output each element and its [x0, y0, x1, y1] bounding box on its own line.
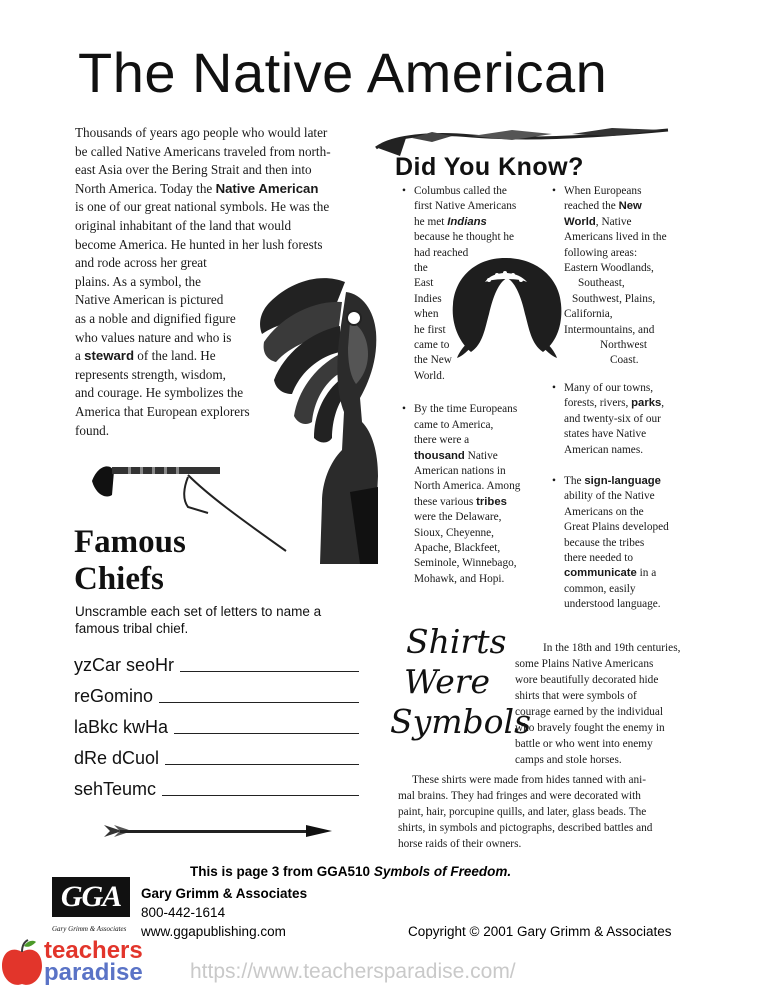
fact-line: the: [414, 262, 428, 275]
page-title: The Native American: [78, 41, 608, 104]
intro-line: plains. As a symbol, the: [75, 273, 202, 289]
page-source-note: [190, 864, 511, 879]
logo-subtitle: Gary Grimm & Associates: [52, 925, 127, 933]
phone-number: 800-442-1614: [141, 905, 226, 920]
body-line: mal brains. They had fringes and were decorated with: [398, 790, 641, 802]
body-line: camps and stole horses.: [515, 754, 622, 766]
intro-line: is one of our great national symbols. He was the: [75, 199, 330, 215]
bold-indians: Indians: [447, 215, 487, 228]
apple-icon: [0, 938, 44, 988]
bold-tribes: tribes: [476, 495, 507, 508]
fact-line: following areas:: [564, 246, 638, 259]
intro-line: America that European explorers: [75, 403, 250, 419]
bold-world: World: [564, 215, 596, 228]
intro-line: original inhabitant of the land that would: [75, 217, 292, 233]
unscramble-instructions: Unscramble each set of letters to name a famous tribal chief.: [75, 604, 322, 636]
watermark-url: https://www.teachersparadise.com/: [190, 960, 516, 983]
fact-line: California,: [564, 308, 613, 321]
body-line: some Plains Native Americans: [515, 658, 654, 670]
fact-text: The: [564, 474, 585, 487]
fact-line: there were a: [414, 434, 470, 447]
fact-thousand-nations: [402, 402, 542, 587]
company-name: Gary Grimm & Associates: [141, 886, 308, 901]
arrow-illustration: [100, 821, 335, 841]
fact-line: he first: [414, 323, 446, 336]
fact-line: and twenty-six of our: [564, 412, 661, 425]
body-line: who bravely fought the enemy in: [515, 722, 665, 734]
scrambled-name: reGomino: [74, 686, 154, 706]
fact-line: Indies: [414, 292, 442, 305]
intro-text: a: [75, 348, 85, 364]
fact-line: [564, 474, 692, 489]
did-you-know-heading: Did You Know?: [395, 153, 584, 181]
intro-line: represents strength, wisdom,: [75, 366, 226, 382]
fact-text: in a: [636, 567, 657, 580]
chief-item: [74, 743, 359, 769]
famous-chiefs-heading: [74, 524, 186, 598]
fact-line: the New: [414, 354, 452, 367]
fact-line: first Native Americans: [414, 200, 517, 213]
fact-text: , Native: [595, 215, 632, 228]
fact-line: • Many of our towns,: [564, 381, 654, 394]
fact-new-world: [552, 184, 692, 369]
fact-line: came to: [414, 339, 450, 352]
body-line: battle or who went into enemy: [515, 738, 653, 750]
brand-line-paradise: paradise: [44, 959, 143, 986]
scrambled-name: yzCar seoHr: [74, 655, 175, 675]
answer-line[interactable]: [165, 764, 359, 765]
intro-line: Thousands of years ago people who would later: [75, 125, 328, 140]
bold-thousand: thousand: [414, 449, 465, 462]
fact-line: American names.: [564, 443, 644, 456]
bold-steward: steward: [84, 348, 134, 364]
bold-sign-language: sign-language: [584, 474, 661, 487]
fact-line: [564, 199, 692, 214]
fact-sign-language: [552, 474, 692, 613]
chief-item: [74, 650, 359, 676]
fact-line: ability of the Native: [564, 490, 655, 503]
bold-parks: parks: [631, 397, 662, 410]
brand-line-teachers: teachers: [44, 937, 143, 964]
fact-line: Seminole, Winnebago,: [414, 557, 517, 570]
source-title: Symbols of Freedom.: [373, 864, 512, 879]
shirts-were-symbols-heading: [390, 622, 532, 742]
fact-line: because the tribes: [564, 536, 645, 549]
fact-line: • Columbus called the: [414, 185, 507, 197]
fact-line: had reached: [414, 246, 469, 259]
body-line: courage earned by the individual: [515, 706, 664, 718]
intro-line: and rode across her great: [75, 255, 207, 271]
body-line: In the 18th and 19th centuries,: [543, 642, 681, 654]
fact-line: Intermountains, and: [564, 323, 655, 336]
body-line: paint, hair, porcupine quills, and later, glass beads. The: [398, 806, 647, 818]
fact-text: these various: [414, 495, 477, 508]
fact-line: Eastern Woodlands,: [564, 262, 654, 275]
intro-line: be called Native Americans traveled from north-: [75, 143, 331, 159]
heading-line: Were: [404, 662, 491, 701]
did-you-know-right-column: [552, 184, 692, 613]
intro-text: of the land. He: [134, 348, 216, 364]
bold-native-american: Native American: [215, 180, 319, 196]
answer-line[interactable]: [162, 795, 359, 796]
scrambled-name: sehTeumc: [74, 779, 157, 799]
fact-line: [414, 449, 542, 464]
fact-line: understood language.: [564, 598, 661, 611]
fact-text: he met: [414, 215, 448, 228]
fact-text: forests, rivers,: [564, 397, 632, 410]
fact-line: Apache, Blackfeet,: [414, 541, 501, 554]
bold-new: New: [618, 200, 642, 213]
fact-line: there needed to: [564, 551, 634, 564]
intro-line: become America. He hunted in her lush forests: [75, 236, 323, 252]
heading-line: Chiefs: [74, 561, 164, 597]
intro-line: [75, 180, 365, 199]
did-you-know-left-column: [402, 184, 542, 587]
body-line: wore beautifully decorated hide: [515, 674, 659, 686]
fact-line: Americans lived in the: [564, 231, 667, 244]
fact-line: Great Plains developed: [564, 521, 669, 534]
fact-line: Sioux, Cheyenne,: [414, 526, 495, 539]
heading-line: Famous: [74, 524, 186, 560]
logo-text: GGA: [60, 880, 122, 913]
fact-line: [414, 215, 542, 230]
intro-line: as a noble and dignified figure: [75, 310, 236, 326]
shirts-full-paragraph: [398, 772, 688, 852]
fact-line: came to America,: [414, 418, 494, 431]
fact-text: Native: [464, 449, 498, 462]
chief-item: [74, 774, 359, 800]
logo-box: [52, 877, 130, 917]
copyright-notice: Copyright © 2001 Gary Grimm & Associates: [408, 924, 672, 939]
body-line: shirts that were symbols of: [515, 690, 637, 702]
fact-line: East: [414, 277, 434, 290]
teachers-paradise-logo: [44, 937, 143, 986]
fact-text: ,: [661, 397, 665, 410]
fact-line: [564, 396, 692, 411]
answer-line[interactable]: [174, 733, 359, 734]
fact-line: • When Europeans: [564, 185, 642, 197]
answer-line[interactable]: [159, 702, 359, 703]
intro-line: found.: [75, 422, 110, 438]
body-line: These shirts were made from hides tanned with ani-: [412, 774, 647, 786]
fact-line: Americans on the: [564, 505, 644, 518]
body-line: horse raids of their owners.: [398, 838, 522, 850]
body-line: shirts, in symbols and pictographs, described battles and: [398, 822, 653, 834]
fact-line: Coast.: [610, 354, 639, 367]
intro-line: Native American is pictured: [75, 292, 224, 308]
fact-line: were the Delaware,: [414, 511, 502, 524]
fact-line: common, easily: [564, 582, 636, 595]
intro-line: who values nature and who is: [75, 329, 232, 345]
fact-line: Southeast,: [578, 277, 625, 290]
fact-line: North America. Among: [414, 480, 521, 493]
fact-line: World.: [414, 369, 445, 382]
source-prefix: This is page 3 from GGA510: [190, 864, 374, 879]
chief-item: [74, 712, 359, 738]
intro-line: east Asia over the Bering Strait and then into: [75, 162, 312, 178]
website-link[interactable]: www.ggapublishing.com: [141, 924, 286, 939]
shirts-side-paragraph: [515, 640, 685, 768]
fact-line: states have Native: [564, 428, 647, 441]
fact-text: reached the: [564, 200, 619, 213]
fact-line: Southwest, Plains,: [572, 292, 656, 305]
bold-communicate: communicate: [564, 567, 637, 580]
fact-line: [564, 566, 692, 581]
fact-line: Northwest: [600, 339, 648, 352]
fact-line: American nations in: [414, 464, 506, 477]
fact-line: [414, 495, 542, 510]
fact-line: • By the time Europeans: [414, 403, 518, 416]
chief-item: [74, 681, 359, 707]
answer-line[interactable]: [180, 671, 359, 672]
fact-parks: [552, 381, 692, 458]
fact-line: [564, 215, 692, 230]
heading-line: Symbols: [390, 702, 532, 741]
intro-text: North America. Today the: [75, 180, 216, 196]
fact-line: because he thought he: [414, 231, 515, 244]
fact-line: Mohawk, and Hopi.: [414, 572, 505, 585]
heading-line: Shirts: [406, 622, 507, 661]
gga-logo: [52, 877, 134, 937]
intro-line: and courage. He symbolizes the: [75, 385, 244, 401]
fact-line: when: [414, 308, 439, 321]
scrambled-name: dRe dCuol: [74, 748, 160, 768]
scrambled-name: laBkc kwHa: [74, 717, 169, 737]
